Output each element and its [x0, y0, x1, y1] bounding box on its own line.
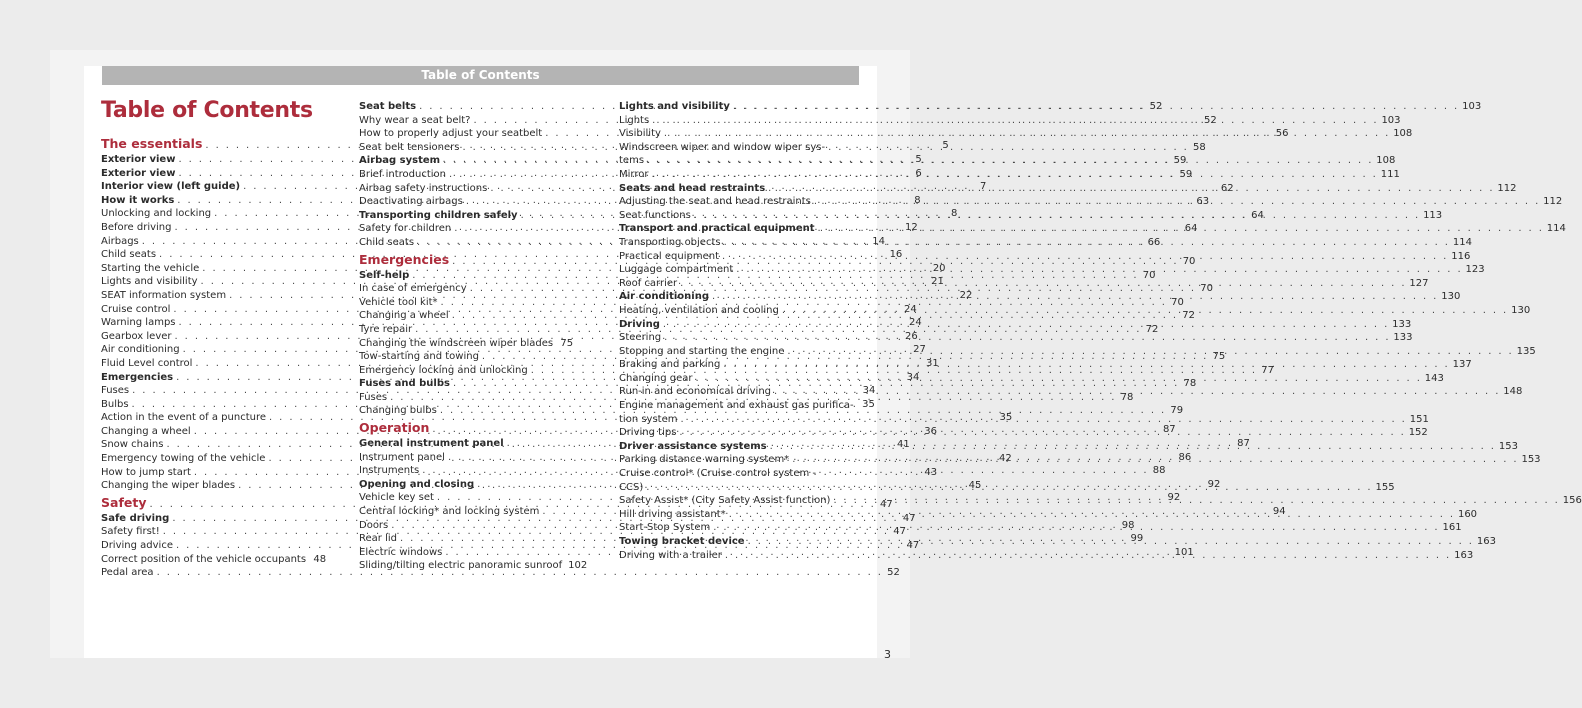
toc-entry-title: Action in the event of a puncture — [101, 412, 266, 424]
toc-entry-title: tion system — [619, 413, 678, 425]
toc-page-number: 137 — [1452, 359, 1472, 371]
toc-entry[interactable] — [619, 467, 859, 481]
toc-page-number: 112 — [1497, 182, 1517, 194]
toc-page-number: 103 — [1462, 101, 1482, 112]
toc-page-number: 87 — [1162, 424, 1176, 436]
toc-page-number: 70 — [1142, 269, 1156, 281]
toc-entry-title: Seat functions — [619, 209, 691, 221]
toc-page-number: 86 — [1178, 451, 1192, 463]
toc-page-number: 94 — [1272, 506, 1286, 518]
toc-entry-title: Engine management and exhaust gas purifica- — [619, 400, 854, 412]
toc-leader-dots — [712, 290, 1438, 304]
toc-entry-title: tems — [619, 155, 645, 167]
toc-page-number: 163 — [1454, 549, 1474, 561]
toc-page-number: 123 — [1465, 264, 1485, 276]
toc-leader-dots — [792, 453, 1518, 467]
toc-page-number: 36 — [924, 425, 937, 437]
toc-page-number: 56 — [1275, 128, 1289, 140]
toc-entry-title: Lights and visibility — [619, 101, 730, 112]
toc-entry-title: SEAT information system — [101, 289, 227, 301]
toc-page-number: 20 — [932, 262, 946, 274]
toc-page-number: 148 — [1503, 386, 1523, 398]
toc-page-number: 47 — [893, 526, 906, 538]
toc-entry-title: Pedal area — [101, 567, 154, 579]
toc-entry-title: Operation — [359, 420, 430, 436]
toc-entry-title: Hill driving assistant* — [619, 508, 726, 520]
toc-page-number: 116 — [1451, 250, 1471, 262]
toc-entry-title: Airbag safety instructions — [359, 182, 488, 194]
toc-entry-title: How it works — [101, 194, 175, 206]
toc-page-number: 52 — [1204, 114, 1217, 126]
toc-entry-title: Vehicle tool kit* — [359, 296, 438, 308]
toc-entry-title: Air conditioning — [101, 344, 180, 356]
toc-entry-title: How to jump start — [101, 466, 191, 478]
toc-entry-title: Bulbs — [101, 398, 129, 410]
toc-page-number: 135 — [1516, 345, 1536, 357]
toc-entry-title: Interior view (left guide) — [101, 181, 241, 193]
toc-page-number: 72 — [1145, 323, 1159, 335]
toc-entry-title: Safety first! — [101, 526, 160, 538]
toc-page-number: 163 — [1476, 536, 1496, 547]
toc-entry-title: Cruise control — [101, 303, 171, 315]
toc-entry-title: Practical equipment — [619, 250, 719, 262]
toc-page-number: 43 — [924, 466, 938, 478]
toc-page-number: 75 — [560, 337, 574, 349]
toc-page-number: 6 — [915, 167, 922, 179]
toc-entry-title: Unlocking and locking — [101, 208, 212, 220]
toc-entry-title: Cruise control* (Cruise control system - — [619, 468, 817, 480]
toc-page-number: 47 — [902, 512, 916, 524]
toc-page-number: 88 — [1152, 465, 1166, 477]
toc-entry-title: Safety for children — [359, 223, 452, 235]
toc-page-number: 8 — [951, 208, 958, 220]
toc-page-number: 113 — [1423, 209, 1443, 221]
toc-entry-title: Emergencies — [359, 251, 450, 267]
toc-entry-title: Lights and visibility — [101, 276, 198, 288]
toc-entry-title: How to properly adjust your seatbelt — [359, 128, 543, 140]
toc-entry-title: Seat belt tensioners — [359, 141, 460, 153]
toc-page-number: 5 — [942, 140, 949, 151]
toc-entry-title: Seat belts — [359, 101, 417, 112]
toc-page-number: 70 — [1171, 296, 1184, 308]
toc-page-number: 62 — [1220, 182, 1234, 194]
toc-entry-title: Roof carrier — [619, 277, 678, 289]
toc-entry-title: Driving advice — [101, 540, 173, 552]
toc-entry-title: Fluid Level control — [101, 357, 193, 369]
toc-entry-title: Steering — [619, 332, 662, 344]
toc-page-number: 64 — [1184, 223, 1198, 235]
toc-leader-dots — [652, 114, 1378, 128]
toc-entry-title: Safety — [101, 494, 147, 510]
toc-page-number: 41 — [896, 439, 910, 451]
toc-entry[interactable] — [619, 141, 859, 155]
toc-leader-dots — [787, 345, 1513, 359]
toc-page-number: 77 — [1261, 364, 1274, 376]
toc-entry-title: Starting the vehicle — [101, 262, 200, 274]
toc-leader-dots — [651, 168, 1377, 182]
toc-entry-title: Safe driving — [101, 512, 170, 524]
running-header: Table of Contents — [102, 66, 859, 85]
toc-entry-title: Fuses — [101, 385, 130, 397]
toc-entry-title: Self-help — [359, 269, 410, 281]
toc-page-number: 66 — [1147, 236, 1161, 248]
toc-entry-title: Fuses — [359, 391, 388, 403]
toc-entry-title: Deactivating airbags — [359, 196, 463, 208]
toc-entry-title: Before driving — [101, 221, 172, 233]
toc-leader-dots — [833, 494, 1559, 508]
toc-entry-title: Braking and parking — [619, 359, 721, 371]
toc-entry-title: Adjusting the seat and head restraints — [619, 196, 811, 208]
toc-page-number: 101 — [1174, 546, 1194, 558]
toc-leader-dots — [663, 318, 1389, 332]
toc-page-number: 21 — [931, 276, 944, 288]
toc-entry-title: Stopping and starting the engine — [619, 345, 785, 357]
toc-entry-title: Emergency towing of the vehicle — [101, 453, 266, 465]
toc-page-number: 161 — [1442, 522, 1462, 534]
toc-entry-title: Why wear a seat belt? — [359, 114, 471, 126]
toc-entry-title: Central locking* and locking system — [359, 506, 540, 518]
toc-leader-dots — [782, 304, 1508, 318]
toc-entry[interactable] — [619, 399, 859, 413]
toc-entry-title: The essentials — [101, 136, 203, 151]
toc-page-number: 127 — [1409, 277, 1429, 289]
toc-leader-dots — [736, 263, 1462, 277]
toc-page-number: 92 — [1167, 492, 1181, 504]
toc-page-number: 111 — [1380, 168, 1400, 180]
toc-entry-title: Warning lamps — [101, 317, 176, 329]
toc-entry-title: Lights — [619, 114, 650, 126]
toc-page-number: 160 — [1457, 508, 1478, 520]
toc-page-number: 108 — [1376, 155, 1396, 167]
toc-leader-dots — [680, 277, 1406, 291]
toc-leader-dots — [814, 195, 1540, 209]
toc-entry-title: Opening and closing — [359, 478, 475, 490]
toc-entry-title: Instrument panel — [359, 451, 445, 463]
toc-page-number: 45 — [968, 480, 982, 492]
toc-page-number: 108 — [1393, 128, 1413, 140]
toc-page-number: 92 — [1207, 478, 1221, 490]
toc-page-number: 34 — [906, 371, 920, 383]
toc-page-number: 103 — [1381, 114, 1401, 126]
toc-page-number: 112 — [1543, 196, 1563, 208]
toc-page-number: 130 — [1441, 291, 1461, 303]
toc-entry-title: Tyre repair — [359, 323, 413, 335]
toc-page-number: 47 — [880, 498, 893, 510]
toc-page-number: 98 — [1121, 519, 1135, 531]
toc-entry[interactable] — [101, 553, 327, 567]
toc-page-number: 72 — [1182, 310, 1195, 322]
toc-leader-dots — [694, 209, 1420, 223]
toc-entry-title: Exterior view — [101, 167, 176, 179]
toc-leader-dots — [768, 182, 1494, 196]
toc-page-number: 155 — [1375, 481, 1395, 493]
toc-page-number: 78 — [1183, 378, 1197, 390]
toc-leader-dots — [774, 385, 1500, 399]
toc-page-number: 64 — [1251, 209, 1264, 221]
toc-entry-title: Driving tips — [619, 427, 677, 439]
toc-entry-title: Correct position of the vehicle occupants — [101, 553, 307, 565]
page-title: Table of Contents — [101, 98, 313, 123]
toc-entry-title: Rear lid — [359, 533, 397, 545]
toc-entry-title: Heating, ventilation and cooling — [619, 304, 779, 316]
toc-entry-title: Child seats — [101, 249, 157, 261]
toc-entry-title: Driving — [619, 318, 660, 330]
toc-leader-dots — [696, 372, 1422, 386]
toc-page-number: 52 — [887, 567, 900, 579]
toc-leader-dots — [713, 521, 1439, 535]
toc-page-number: 63 — [1196, 196, 1210, 208]
toc-page-number: 12 — [905, 221, 918, 233]
toc-page-number: 114 — [1452, 236, 1472, 248]
toc-leader-dots — [723, 358, 1449, 372]
toc-entry-title: Driver assistance systems — [619, 440, 767, 452]
toc-page-number: 26 — [905, 330, 918, 342]
toc-entry-title: Visibility — [619, 128, 661, 140]
toc-entry-title: Safety Assist* (City Safety Assist function) — [619, 495, 831, 507]
toc-page-number: 156 — [1562, 495, 1582, 507]
toc-entry-title: CCS) — [619, 481, 644, 493]
toc-page-number: 143 — [1424, 372, 1444, 384]
toc-entry-title: Vehicle key set — [359, 492, 434, 504]
toc-page-number: 79 — [1170, 405, 1184, 417]
toc-entry-title: Parking distance warning system* — [619, 454, 790, 466]
toc-entry-title: Changing the wiper blades — [101, 480, 236, 492]
toc-entry-title: Changing gear — [619, 372, 693, 384]
toc-leader-dots — [681, 413, 1407, 427]
toc-page-number: 70 — [1200, 283, 1213, 295]
toc-page-number: 31 — [925, 357, 939, 369]
toc-entry-title: Air conditioning — [619, 291, 709, 303]
toc-page-number: 42 — [999, 453, 1012, 465]
toc-entry-title: Snow chains — [101, 439, 164, 451]
toc-page-number: 133 — [1392, 318, 1412, 330]
page-number: 3 — [884, 648, 891, 661]
toc-leader-dots — [725, 549, 1451, 563]
toc-page-number: 35 — [862, 398, 875, 410]
toc-page-number: 87 — [1237, 438, 1250, 450]
toc-entry-title: Doors — [359, 519, 389, 531]
toc-page-number: 48 — [313, 553, 327, 565]
toc-entry-title: Instruments — [359, 465, 420, 477]
toc-entry-title: Airbag system — [359, 155, 441, 167]
toc-leader-dots — [664, 331, 1390, 345]
toc-leader-dots — [724, 236, 1450, 250]
toc-leader-dots — [679, 426, 1405, 440]
toc-page-number: 151 — [1409, 413, 1429, 425]
toc-entry-title: Changing bulbs — [359, 405, 437, 417]
toc-entry-title: Driving with a trailer — [619, 549, 722, 561]
toc-page-number: 59 — [1179, 168, 1193, 180]
toc-entry-title: Airbags — [101, 235, 139, 247]
toc-page-number: 58 — [1192, 141, 1206, 153]
toc-page-number: 27 — [913, 344, 926, 356]
toc-page-number: 34 — [862, 385, 876, 397]
toc-entry-title: Emergency locking and unlocking — [359, 364, 528, 376]
toc-entry-title: Changing a wheel — [101, 425, 191, 437]
toc-leader-dots — [729, 508, 1455, 522]
toc-page-number: 24 — [903, 303, 917, 315]
toc-page-number: 114 — [1546, 223, 1566, 235]
toc-page-number: 133 — [1393, 332, 1413, 344]
toc-page-number: 75 — [1212, 351, 1226, 363]
toc-page-number: 47 — [906, 540, 920, 552]
toc-page-number: 153 — [1521, 454, 1541, 466]
toc-entry-title: Brief introduction — [359, 168, 446, 180]
toc-entry-title: Luggage compartment — [619, 264, 734, 276]
toc-page-number: 59 — [1173, 155, 1187, 167]
toc-leader-dots — [722, 250, 1448, 264]
toc-entry-title: Towing bracket device — [619, 536, 745, 547]
toc-page-number: 102 — [568, 560, 588, 572]
toc-leader-dots — [646, 481, 1372, 495]
toc-entry-title: Changing a wheel — [359, 310, 449, 322]
toc-entry-title: General instrument panel — [359, 438, 504, 450]
toc-entry-title: Changing the windscreen wiper blades — [359, 337, 554, 349]
toc-page-number: 14 — [872, 235, 886, 247]
toc-entry[interactable] — [359, 337, 574, 351]
toc-page-number: 152 — [1408, 427, 1428, 439]
toc-page-number: 52 — [1149, 101, 1163, 112]
toc-leader-dots — [770, 440, 1496, 454]
toc-leader-dots — [818, 222, 1544, 236]
toc-entry-title: In case of emergency — [359, 283, 467, 295]
toc-entry-title: Fuses and bulbs — [359, 378, 450, 390]
toc-page-number: 16 — [889, 249, 903, 261]
toc-entry-title: Windscreen wiper and window wiper sys- — [619, 141, 826, 153]
toc-page-number: 24 — [909, 317, 922, 329]
toc-entry-title: Exterior view — [101, 154, 176, 165]
toc-page-number: 153 — [1498, 440, 1518, 452]
toc-leader-dots — [733, 100, 1459, 114]
toc-page-number: 22 — [959, 289, 973, 301]
toc-entry-title: Start-Stop System — [619, 522, 711, 534]
toc-leader-dots — [647, 154, 1373, 168]
toc-entry-title: Gearbox lever — [101, 330, 172, 342]
toc-page-number: 5 — [915, 154, 922, 165]
toc-entry-title: Transporting children safely — [359, 209, 518, 221]
toc-entry-title: Seats and head restraints — [619, 182, 766, 194]
toc-entry-title: Child seats — [359, 236, 415, 248]
toc-entry-title: Sliding/tilting electric panoramic sunroof — [359, 560, 563, 572]
toc-entry-title: Transport and practical equipment — [619, 223, 815, 235]
toc-page-number: 70 — [1182, 255, 1196, 267]
toc-entry-title: Transporting objects — [619, 236, 721, 248]
toc-page-number: 99 — [1130, 533, 1144, 545]
toc-page-number: 130 — [1511, 304, 1531, 316]
toc-page-number: 7 — [980, 181, 987, 193]
toc-entry-title: Mirror — [619, 168, 649, 180]
toc-leader-dots — [664, 127, 1390, 141]
toc-entry-title: Tow-starting and towing — [359, 351, 479, 363]
toc-entry-title: Run-in and economical driving — [619, 386, 772, 398]
toc-page-number: 35 — [999, 412, 1013, 424]
toc-page-number: 78 — [1120, 391, 1134, 403]
toc-leader-dots — [748, 535, 1474, 549]
toc-entry-title: Emergencies — [101, 371, 174, 383]
toc-page-number: 8 — [914, 194, 921, 206]
toc-entry[interactable] — [359, 559, 588, 573]
toc-entry-title: Electric windows — [359, 546, 443, 558]
